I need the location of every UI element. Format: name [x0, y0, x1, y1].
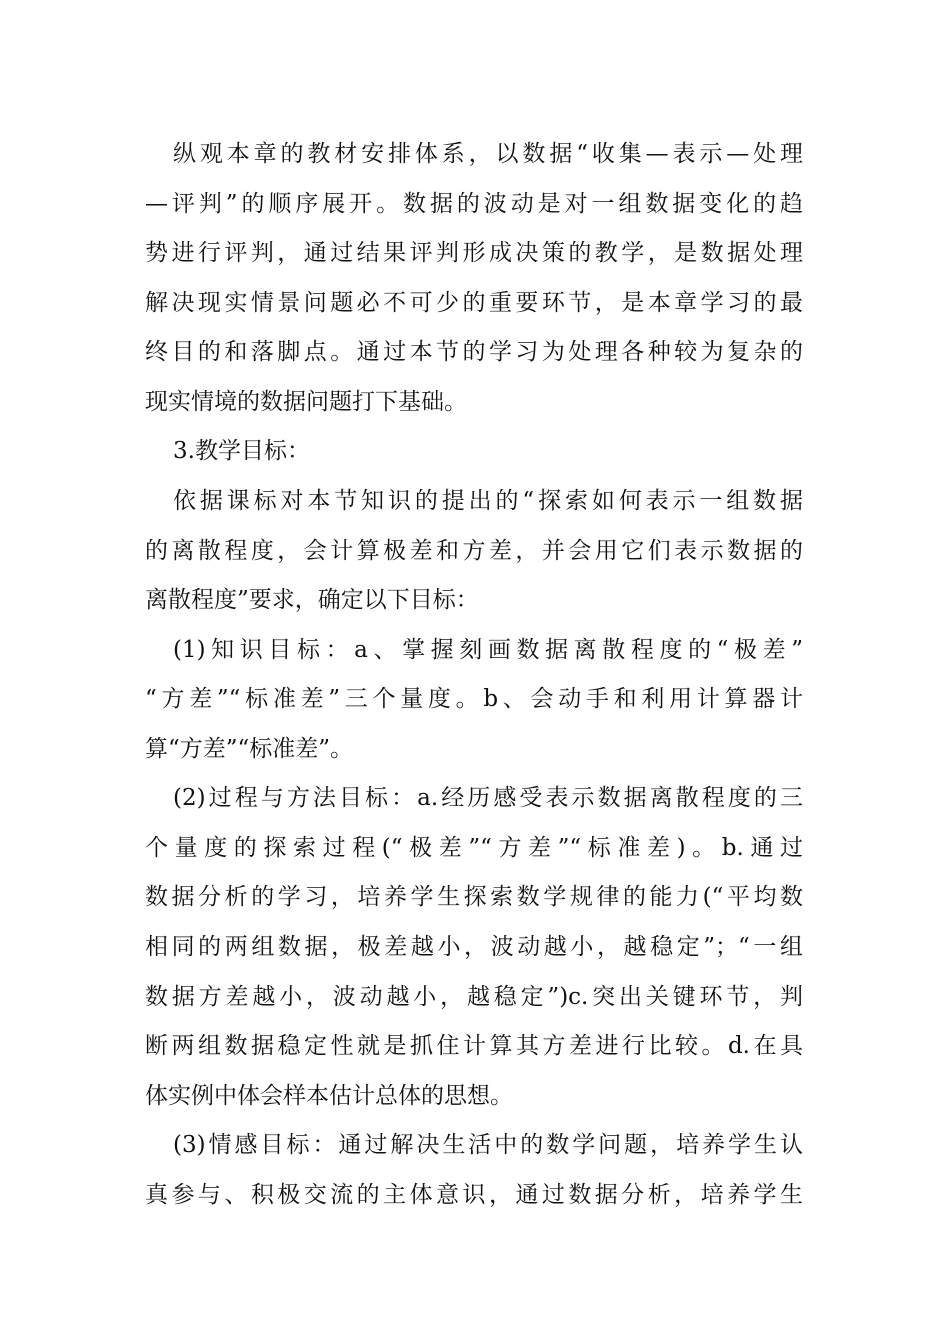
text-line: “方差”“标准差”三个量度。b、会动手和利用计算器计: [145, 686, 803, 713]
paragraph-emotion-goal: [145, 1121, 803, 1220]
text-line: (3)情感目标：通过解决生活中的数学问题，培养学生认: [173, 1132, 803, 1159]
heading-line: 3.教学目标：: [173, 438, 310, 465]
paragraph-curriculum-basis: [145, 477, 803, 626]
text-line: 相同的两组数据，极差越小，波动越小，越稳定”；“一组: [145, 934, 803, 960]
text-line: 断两组数据稳定性就是抓住计算其方差进行比较。d.在具: [145, 1033, 803, 1060]
text-line: 势进行评判，通过结果评判形成决策的教学，是数据处理: [145, 240, 803, 267]
text-line: 离散程度”要求，确定以下目标：: [145, 587, 479, 614]
text-line: 终目的和落脚点。通过本节的学习为处理各种较为复杂的: [145, 339, 803, 366]
text-line: 真参与、积极交流的主体意识，通过数据分析，培养学生: [145, 1181, 803, 1208]
text-line: (2)过程与方法目标：a.经历感受表示数据离散程度的三: [173, 785, 803, 812]
text-line: 算“方差”“标准差”。: [145, 735, 354, 762]
text-line: 现实情境的数据问题打下基础。: [145, 388, 467, 415]
text-line: —评判”的顺序展开。数据的波动是对一组数据变化的趋: [145, 190, 803, 217]
paragraph-textbook-overview: [145, 130, 803, 427]
document-body: [145, 130, 803, 1220]
paragraph-process-goal: [145, 774, 803, 1121]
text-line: 依据课标对本节知识的提出的“探索如何表示一组数据: [173, 487, 803, 514]
text-line: (1)知识目标：a、掌握刻画数据离散程度的“极差”: [173, 636, 803, 663]
section-heading: [145, 427, 803, 477]
paragraph-knowledge-goal: [145, 626, 803, 775]
text-line: 体实例中体会样本估计总体的思想。: [145, 1082, 513, 1109]
text-line: 纵观本章的教材安排体系，以数据“收集—表示—处理: [173, 141, 803, 167]
text-line: 解决现实情景问题必不可少的重要环节，是本章学习的最: [145, 289, 803, 316]
text-line: 数据分析的学习，培养学生探索数学规律的能力(“平均数: [145, 884, 803, 911]
text-line: 的离散程度，会计算极差和方差，并会用它们表示数据的: [145, 537, 803, 564]
text-line: 个量度的探索过程(“极差”“方差”“标准差)。b.通过: [145, 834, 803, 861]
text-line: 数据方差越小，波动越小，越稳定”)c.突出关键环节，判: [145, 983, 803, 1010]
